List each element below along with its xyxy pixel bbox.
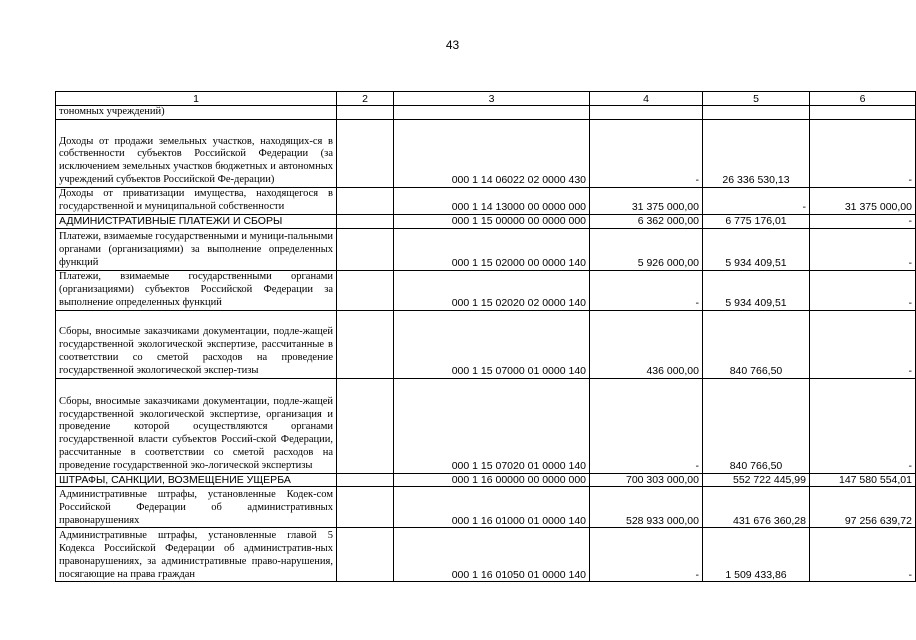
row-col2: [337, 106, 394, 120]
row-name: Платежи, взимаемые государственными и муници-пальными органами (организациями) за выполнение определенных функций: [56, 228, 337, 270]
row-value-4: 528 933 000,00: [590, 487, 703, 528]
row-name: АДМИНИСТРАТИВНЫЕ ПЛАТЕЖИ И СБОРЫ: [56, 214, 337, 228]
row-col2: [337, 378, 394, 473]
row-name: Сборы, вносимые заказчиками документации, подле-жащей государственной экологической экспертизе, рассчитанные в соответствии со сметой расходов на проведение государственной экологической экспер-тизы: [56, 310, 337, 378]
row-value-4: -: [590, 270, 703, 310]
row-code: 000 1 15 02020 02 0000 140: [394, 270, 590, 310]
row-col2: [337, 473, 394, 487]
row-value-5: 6 775 176,01: [703, 214, 810, 228]
table-row: [56, 487, 916, 528]
row-value-6: 31 375 000,00: [810, 187, 916, 214]
row-value-4: 5 926 000,00: [590, 228, 703, 270]
row-name: Доходы от продажи земельных участков, находящих-ся в собственности субъектов Российской Федерации (за исключением земельных участков бюджетных и автономных учреждений субъектов Российской Фе-дерации): [56, 119, 337, 187]
row-value-6: [810, 106, 916, 120]
row-code: 000 1 15 00000 00 0000 000: [394, 214, 590, 228]
row-value-4: -: [590, 528, 703, 582]
table-header-row: [56, 92, 916, 106]
row-name: Доходы от приватизации имущества, находящегося в государственной и муниципальной собственности: [56, 187, 337, 214]
row-value-5: 840 766,50: [703, 310, 810, 378]
row-value-6: 147 580 554,01: [810, 473, 916, 487]
row-value-4: 6 362 000,00: [590, 214, 703, 228]
row-col2: [337, 187, 394, 214]
row-value-4: 700 303 000,00: [590, 473, 703, 487]
row-value-4: -: [590, 119, 703, 187]
row-name: Административные штрафы, установленные Кодек-сом Российской Федерации об административных правонарушениях: [56, 487, 337, 528]
row-value-6: -: [810, 119, 916, 187]
row-code: 000 1 14 06022 02 0000 430: [394, 119, 590, 187]
row-value-6: -: [810, 214, 916, 228]
row-col2: [337, 310, 394, 378]
table-row: [56, 473, 916, 487]
column-header-3: 3: [394, 92, 590, 106]
row-value-6: -: [810, 228, 916, 270]
row-value-4: 436 000,00: [590, 310, 703, 378]
column-header-4: 4: [590, 92, 703, 106]
row-value-5: 5 934 409,51: [703, 270, 810, 310]
row-value-6: 97 256 639,72: [810, 487, 916, 528]
table-row: [56, 528, 916, 582]
row-code: 000 1 16 00000 00 0000 000: [394, 473, 590, 487]
row-code: [394, 106, 590, 120]
column-header-1: 1: [56, 92, 337, 106]
row-value-5: 552 722 445,99: [703, 473, 810, 487]
table-row: [56, 119, 916, 187]
row-value-4: 31 375 000,00: [590, 187, 703, 214]
table-row: [56, 378, 916, 473]
row-value-5: 1 509 433,86: [703, 528, 810, 582]
row-value-4: -: [590, 378, 703, 473]
column-header-2: 2: [337, 92, 394, 106]
row-col2: [337, 270, 394, 310]
row-col2: [337, 528, 394, 582]
row-value-6: -: [810, 378, 916, 473]
row-col2: [337, 214, 394, 228]
row-value-5: 840 766,50: [703, 378, 810, 473]
row-value-6: -: [810, 310, 916, 378]
table-row: [56, 270, 916, 310]
row-name: Административные штрафы, установленные главой 5 Кодекса Российской Федерации об административ-ных правонарушениях, за административные право-нарушения, посягающие на права граждан: [56, 528, 337, 582]
revenue-table: [55, 91, 916, 582]
row-value-5: 431 676 360,28: [703, 487, 810, 528]
row-name: Платежи, взимаемые государственными органами (организациями) субъектов Российской Федерации за выполнение определенных функций: [56, 270, 337, 310]
row-code: 000 1 15 07000 01 0000 140: [394, 310, 590, 378]
row-code: 000 1 14 13000 00 0000 000: [394, 187, 590, 214]
row-name: ШТРАФЫ, САНКЦИИ, ВОЗМЕЩЕНИЕ УЩЕРБА: [56, 473, 337, 487]
row-value-5: 26 336 530,13: [703, 119, 810, 187]
row-code: 000 1 16 01000 01 0000 140: [394, 487, 590, 528]
row-code: 000 1 15 07020 01 0000 140: [394, 378, 590, 473]
row-col2: [337, 228, 394, 270]
row-value-5: -: [703, 187, 810, 214]
table-row: [56, 228, 916, 270]
row-value-4: [590, 106, 703, 120]
table-row: [56, 214, 916, 228]
row-value-6: -: [810, 528, 916, 582]
row-value-5: 5 934 409,51: [703, 228, 810, 270]
row-name: тономных учреждений): [56, 106, 337, 120]
table-row: [56, 187, 916, 214]
table-row: [56, 106, 916, 120]
row-value-6: -: [810, 270, 916, 310]
row-col2: [337, 487, 394, 528]
page-number: 43: [445, 38, 460, 52]
column-header-6: 6: [810, 92, 916, 106]
row-code: 000 1 16 01050 01 0000 140: [394, 528, 590, 582]
row-col2: [337, 119, 394, 187]
row-value-5: [703, 106, 810, 120]
column-header-5: 5: [703, 92, 810, 106]
table-row: [56, 310, 916, 378]
row-name: Сборы, вносимые заказчиками документации, подле-жащей государственной экологической экспертизе, организация и проведение которой осуществляются органами государственной власти субъектов Россий-ской Федерации, рассчитанные в соответствии со сметой расходов на проведение государственной эко-логической экспертизы: [56, 378, 337, 473]
row-code: 000 1 15 02000 00 0000 140: [394, 228, 590, 270]
